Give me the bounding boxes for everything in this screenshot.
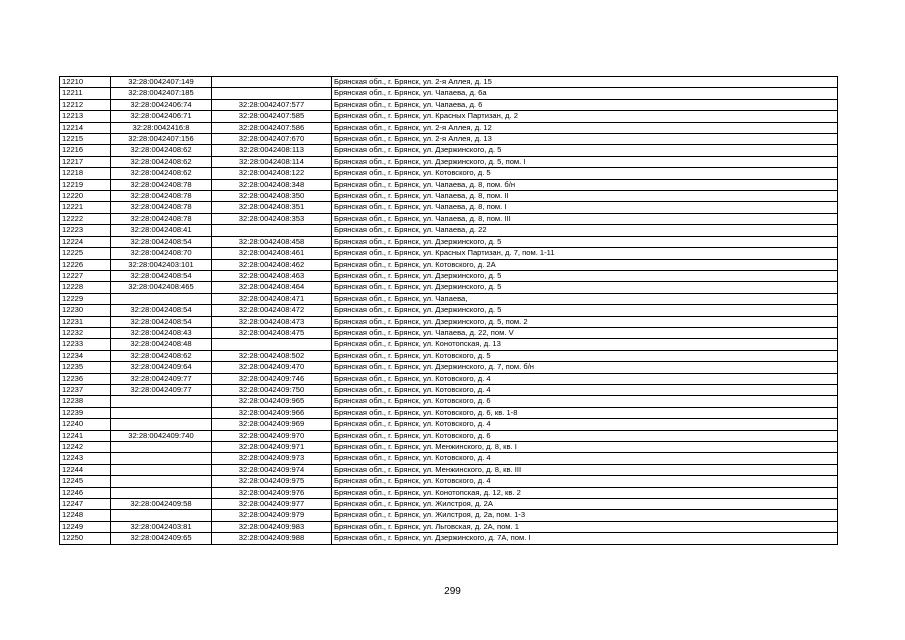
building-cadastral-number-cell: 32:28:0042408:353 xyxy=(212,213,332,224)
row-number-cell: 12239 xyxy=(60,407,111,418)
cadastral-number-cell: 32:28:0042408:78 xyxy=(111,179,212,190)
cadastral-number-cell: 32:28:0042408:62 xyxy=(111,145,212,156)
cadastral-number-cell xyxy=(111,476,212,487)
cadastral-number-cell: 32:28:0042408:465 xyxy=(111,282,212,293)
row-number-cell: 12235 xyxy=(60,362,111,373)
cadastral-number-cell: 32:28:0042409:58 xyxy=(111,499,212,510)
row-number-cell: 12223 xyxy=(60,225,111,236)
address-cell: Брянская обл., г. Брянск, ул. 2-я Аллея, д. 12 xyxy=(332,122,838,133)
table-row xyxy=(60,77,838,88)
cadastral-number-cell xyxy=(111,396,212,407)
building-cadastral-number-cell: 32:28:0042408:472 xyxy=(212,305,332,316)
address-cell: Брянская обл., г. Брянск, ул. Чапаева, д. 8, пом. I xyxy=(332,202,838,213)
table-row xyxy=(60,270,838,281)
row-number-cell: 12242 xyxy=(60,442,111,453)
row-number-cell: 12213 xyxy=(60,111,111,122)
row-number-cell: 12211 xyxy=(60,88,111,99)
cadastral-number-cell: 32:28:0042408:78 xyxy=(111,213,212,224)
cadastral-number-cell: 32:28:0042408:41 xyxy=(111,225,212,236)
address-cell: Брянская обл., г. Брянск, ул. Дзержинского, д. 5 xyxy=(332,236,838,247)
table-row xyxy=(60,510,838,521)
cadastral-number-cell xyxy=(111,487,212,498)
address-cell: Брянская обл., г. Брянск, ул. Котовского, д. 2А xyxy=(332,259,838,270)
row-number-cell: 12217 xyxy=(60,156,111,167)
building-cadastral-number-cell xyxy=(212,225,332,236)
address-cell: Брянская обл., г. Брянск, ул. 2-я Аллея, д. 13 xyxy=(332,134,838,145)
address-cell: Брянская обл., г. Брянск, ул. Менжинского, д. 8, кв. I xyxy=(332,442,838,453)
row-number-cell: 12216 xyxy=(60,145,111,156)
building-cadastral-number-cell: 32:28:0042409:970 xyxy=(212,430,332,441)
cadastral-number-cell: 32:28:0042408:78 xyxy=(111,191,212,202)
row-number-cell: 12245 xyxy=(60,476,111,487)
building-cadastral-number-cell: 32:28:0042409:969 xyxy=(212,419,332,430)
table-row xyxy=(60,453,838,464)
address-cell: Брянская обл., г. Брянск, ул. Конотопская, д. 12, кв. 2 xyxy=(332,487,838,498)
address-cell: Брянская обл., г. Брянск, ул. Дзержинского, д. 7А, пом. I xyxy=(332,533,838,544)
building-cadastral-number-cell: 32:28:0042408:113 xyxy=(212,145,332,156)
table-row xyxy=(60,248,838,259)
cadastral-number-cell: 32:28:0042408:48 xyxy=(111,339,212,350)
table-row xyxy=(60,179,838,190)
row-number-cell: 12219 xyxy=(60,179,111,190)
building-cadastral-number-cell: 32:28:0042408:350 xyxy=(212,191,332,202)
building-cadastral-number-cell: 32:28:0042409:965 xyxy=(212,396,332,407)
page-number: 299 xyxy=(444,586,461,597)
cadastral-number-cell: 32:28:0042409:77 xyxy=(111,384,212,395)
table-row xyxy=(60,225,838,236)
row-number-cell: 12227 xyxy=(60,270,111,281)
row-number-cell: 12229 xyxy=(60,293,111,304)
cadastral-number-cell: 32:28:0042407:149 xyxy=(111,77,212,88)
address-cell: Брянская обл., г. Брянск, ул. Котовского, д. 4 xyxy=(332,453,838,464)
address-cell: Брянская обл., г. Брянск, ул. Чапаева, д. 22, пом. V xyxy=(332,327,838,338)
row-number-cell: 12243 xyxy=(60,453,111,464)
row-number-cell: 12212 xyxy=(60,99,111,110)
building-cadastral-number-cell: 32:28:0042409:973 xyxy=(212,453,332,464)
row-number-cell: 12228 xyxy=(60,282,111,293)
table-row xyxy=(60,521,838,532)
cadastral-number-cell: 32:28:0042406:74 xyxy=(111,99,212,110)
building-cadastral-number-cell: 32:28:0042408:502 xyxy=(212,350,332,361)
table-row xyxy=(60,464,838,475)
row-number-cell: 12225 xyxy=(60,248,111,259)
building-cadastral-number-cell: 32:28:0042408:475 xyxy=(212,327,332,338)
building-cadastral-number-cell xyxy=(212,339,332,350)
address-cell: Брянская обл., г. Брянск, ул. Дзержинского, д. 5 xyxy=(332,305,838,316)
row-number-cell: 12230 xyxy=(60,305,111,316)
table-row xyxy=(60,293,838,304)
building-cadastral-number-cell: 32:28:0042407:577 xyxy=(212,99,332,110)
address-cell: Брянская обл., г. Брянск, ул. Дзержинского, д. 5 xyxy=(332,282,838,293)
row-number-cell: 12232 xyxy=(60,327,111,338)
building-cadastral-number-cell: 32:28:0042409:746 xyxy=(212,373,332,384)
cadastral-number-cell: 32:28:0042409:65 xyxy=(111,533,212,544)
table-row xyxy=(60,191,838,202)
cadastral-number-cell xyxy=(111,442,212,453)
row-number-cell: 12233 xyxy=(60,339,111,350)
cadastral-number-cell: 32:28:0042407:156 xyxy=(111,134,212,145)
building-cadastral-number-cell: 32:28:0042409:983 xyxy=(212,521,332,532)
building-cadastral-number-cell: 32:28:0042407:670 xyxy=(212,134,332,145)
building-cadastral-number-cell: 32:28:0042409:470 xyxy=(212,362,332,373)
cadastral-number-cell: 32:28:0042408:54 xyxy=(111,236,212,247)
table-row xyxy=(60,327,838,338)
table-row xyxy=(60,305,838,316)
building-cadastral-number-cell: 32:28:0042407:586 xyxy=(212,122,332,133)
address-cell: Брянская обл., г. Брянск, ул. Котовского, д. 5 xyxy=(332,350,838,361)
cadastral-number-cell: 32:28:0042408:62 xyxy=(111,156,212,167)
building-cadastral-number-cell: 32:28:0042409:988 xyxy=(212,533,332,544)
row-number-cell: 12246 xyxy=(60,487,111,498)
table-row xyxy=(60,430,838,441)
building-cadastral-number-cell: 32:28:0042408:114 xyxy=(212,156,332,167)
cadastral-number-cell: 32:28:0042406:71 xyxy=(111,111,212,122)
address-cell: Брянская обл., г. Брянск, ул. Котовского, д. 4 xyxy=(332,476,838,487)
table-row xyxy=(60,259,838,270)
address-cell: Брянская обл., г. Брянск, ул. Котовского, д. 5 xyxy=(332,168,838,179)
row-number-cell: 12222 xyxy=(60,213,111,224)
cadastral-number-cell: 32:28:0042408:43 xyxy=(111,327,212,338)
registry-table-body xyxy=(60,77,838,545)
building-cadastral-number-cell: 32:28:0042409:977 xyxy=(212,499,332,510)
building-cadastral-number-cell: 32:28:0042408:463 xyxy=(212,270,332,281)
row-number-cell: 12250 xyxy=(60,533,111,544)
building-cadastral-number-cell: 32:28:0042409:971 xyxy=(212,442,332,453)
table-row xyxy=(60,213,838,224)
table-row xyxy=(60,156,838,167)
table-row xyxy=(60,236,838,247)
address-cell: Брянская обл., г. Брянск, ул. Жилстроя, д. 2А xyxy=(332,499,838,510)
cadastral-number-cell xyxy=(111,419,212,430)
cadastral-number-cell: 32:28:0042408:54 xyxy=(111,270,212,281)
building-cadastral-number-cell: 32:28:0042409:974 xyxy=(212,464,332,475)
building-cadastral-number-cell: 32:28:0042408:348 xyxy=(212,179,332,190)
address-cell: Брянская обл., г. Брянск, ул. Дзержинского, д. 7, пом. б/н xyxy=(332,362,838,373)
address-cell: Брянская обл., г. Брянск, ул. Котовского, д. 4 xyxy=(332,384,838,395)
cadastral-number-cell xyxy=(111,407,212,418)
row-number-cell: 12237 xyxy=(60,384,111,395)
building-cadastral-number-cell: 32:28:0042409:750 xyxy=(212,384,332,395)
cadastral-number-cell xyxy=(111,464,212,475)
address-cell: Брянская обл., г. Брянск, ул. Дзержинского, д. 5, пом. I xyxy=(332,156,838,167)
address-cell: Брянская обл., г. Брянск, ул. Чапаева, д. 6 xyxy=(332,99,838,110)
cadastral-number-cell: 32:28:0042409:64 xyxy=(111,362,212,373)
building-cadastral-number-cell xyxy=(212,77,332,88)
row-number-cell: 12240 xyxy=(60,419,111,430)
row-number-cell: 12226 xyxy=(60,259,111,270)
address-cell: Брянская обл., г. Брянск, ул. Льговская, д. 2А, пом. 1 xyxy=(332,521,838,532)
registry-table xyxy=(59,76,838,545)
table-row xyxy=(60,134,838,145)
table-row xyxy=(60,350,838,361)
building-cadastral-number-cell: 32:28:0042408:462 xyxy=(212,259,332,270)
cadastral-number-cell xyxy=(111,453,212,464)
row-number-cell: 12247 xyxy=(60,499,111,510)
building-cadastral-number-cell: 32:28:0042409:966 xyxy=(212,407,332,418)
cadastral-number-cell: 32:28:0042403:101 xyxy=(111,259,212,270)
address-cell: Брянская обл., г. Брянск, ул. Котовского, д. 6 xyxy=(332,396,838,407)
building-cadastral-number-cell: 32:28:0042408:122 xyxy=(212,168,332,179)
cadastral-number-cell: 32:28:0042403:81 xyxy=(111,521,212,532)
row-number-cell: 12221 xyxy=(60,202,111,213)
row-number-cell: 12249 xyxy=(60,521,111,532)
row-number-cell: 12218 xyxy=(60,168,111,179)
building-cadastral-number-cell: 32:28:0042408:461 xyxy=(212,248,332,259)
cadastral-number-cell: 32:28:0042408:54 xyxy=(111,316,212,327)
table-row xyxy=(60,407,838,418)
building-cadastral-number-cell xyxy=(212,88,332,99)
building-cadastral-number-cell: 32:28:0042409:976 xyxy=(212,487,332,498)
address-cell: Брянская обл., г. Брянск, ул. Дзержинского, д. 5 xyxy=(332,270,838,281)
table-row xyxy=(60,362,838,373)
cadastral-number-cell: 32:28:0042407:185 xyxy=(111,88,212,99)
address-cell: Брянская обл., г. Брянск, ул. Менжинского, д. 8, кв. III xyxy=(332,464,838,475)
table-row xyxy=(60,99,838,110)
address-cell: Брянская обл., г. Брянск, ул. Конотопская, д. 13 xyxy=(332,339,838,350)
row-number-cell: 12220 xyxy=(60,191,111,202)
cadastral-number-cell xyxy=(111,293,212,304)
cadastral-number-cell: 32:28:0042408:62 xyxy=(111,168,212,179)
table-row xyxy=(60,396,838,407)
row-number-cell: 12244 xyxy=(60,464,111,475)
table-row xyxy=(60,111,838,122)
table-row xyxy=(60,384,838,395)
cadastral-number-cell: 32:28:0042416:8 xyxy=(111,122,212,133)
table-row xyxy=(60,316,838,327)
address-cell: Брянская обл., г. Брянск, ул. 2-я Аллея, д. 15 xyxy=(332,77,838,88)
table-row xyxy=(60,419,838,430)
row-number-cell: 12224 xyxy=(60,236,111,247)
address-cell: Брянская обл., г. Брянск, ул. Жилстроя, д. 2а, пом. 1-3 xyxy=(332,510,838,521)
address-cell: Брянская обл., г. Брянск, ул. Красных Партизан, д. 7, пом. 1-11 xyxy=(332,248,838,259)
building-cadastral-number-cell: 32:28:0042408:351 xyxy=(212,202,332,213)
address-cell: Брянская обл., г. Брянск, ул. Котовского, д. 6 xyxy=(332,430,838,441)
cadastral-number-cell: 32:28:0042408:62 xyxy=(111,350,212,361)
cadastral-number-cell: 32:28:0042408:70 xyxy=(111,248,212,259)
table-row xyxy=(60,88,838,99)
row-number-cell: 12214 xyxy=(60,122,111,133)
building-cadastral-number-cell: 32:28:0042407:585 xyxy=(212,111,332,122)
address-cell: Брянская обл., г. Брянск, ул. Чапаева, д. 22 xyxy=(332,225,838,236)
building-cadastral-number-cell: 32:28:0042408:473 xyxy=(212,316,332,327)
table-row xyxy=(60,168,838,179)
building-cadastral-number-cell: 32:28:0042409:975 xyxy=(212,476,332,487)
table-row xyxy=(60,122,838,133)
row-number-cell: 12231 xyxy=(60,316,111,327)
row-number-cell: 12215 xyxy=(60,134,111,145)
building-cadastral-number-cell: 32:28:0042409:979 xyxy=(212,510,332,521)
table-row xyxy=(60,282,838,293)
table-row xyxy=(60,145,838,156)
row-number-cell: 12234 xyxy=(60,350,111,361)
address-cell: Брянская обл., г. Брянск, ул. Чапаева, д. 6а xyxy=(332,88,838,99)
cadastral-number-cell: 32:28:0042409:740 xyxy=(111,430,212,441)
table-row xyxy=(60,487,838,498)
table-row xyxy=(60,202,838,213)
building-cadastral-number-cell: 32:28:0042408:458 xyxy=(212,236,332,247)
address-cell: Брянская обл., г. Брянск, ул. Котовского, д. 4 xyxy=(332,419,838,430)
building-cadastral-number-cell: 32:28:0042408:464 xyxy=(212,282,332,293)
address-cell: Брянская обл., г. Брянск, ул. Чапаева, д. 8, пом. II xyxy=(332,191,838,202)
address-cell: Брянская обл., г. Брянск, ул. Красных Партизан, д. 2 xyxy=(332,111,838,122)
address-cell: Брянская обл., г. Брянск, ул. Котовского, д. 6, кв. 1-8 xyxy=(332,407,838,418)
row-number-cell: 12210 xyxy=(60,77,111,88)
row-number-cell: 12236 xyxy=(60,373,111,384)
table-row xyxy=(60,533,838,544)
cadastral-number-cell: 32:28:0042409:77 xyxy=(111,373,212,384)
table-row xyxy=(60,442,838,453)
row-number-cell: 12241 xyxy=(60,430,111,441)
cadastral-number-cell: 32:28:0042408:78 xyxy=(111,202,212,213)
row-number-cell: 12248 xyxy=(60,510,111,521)
address-cell: Брянская обл., г. Брянск, ул. Дзержинского, д. 5, пом. 2 xyxy=(332,316,838,327)
building-cadastral-number-cell: 32:28:0042408:471 xyxy=(212,293,332,304)
table-row xyxy=(60,339,838,350)
cadastral-number-cell: 32:28:0042408:54 xyxy=(111,305,212,316)
cadastral-number-cell xyxy=(111,510,212,521)
address-cell: Брянская обл., г. Брянск, ул. Котовского, д. 4 xyxy=(332,373,838,384)
address-cell: Брянская обл., г. Брянск, ул. Чапаева, д. 8, пом. б/н xyxy=(332,179,838,190)
table-row xyxy=(60,476,838,487)
table-row xyxy=(60,499,838,510)
row-number-cell: 12238 xyxy=(60,396,111,407)
address-cell: Брянская обл., г. Брянск, ул. Чапаева, д. 8, пом. III xyxy=(332,213,838,224)
address-cell: Брянская обл., г. Брянск, ул. Дзержинского, д. 5 xyxy=(332,145,838,156)
table-row xyxy=(60,373,838,384)
address-cell: Брянская обл., г. Брянск, ул. Чапаева, xyxy=(332,293,838,304)
